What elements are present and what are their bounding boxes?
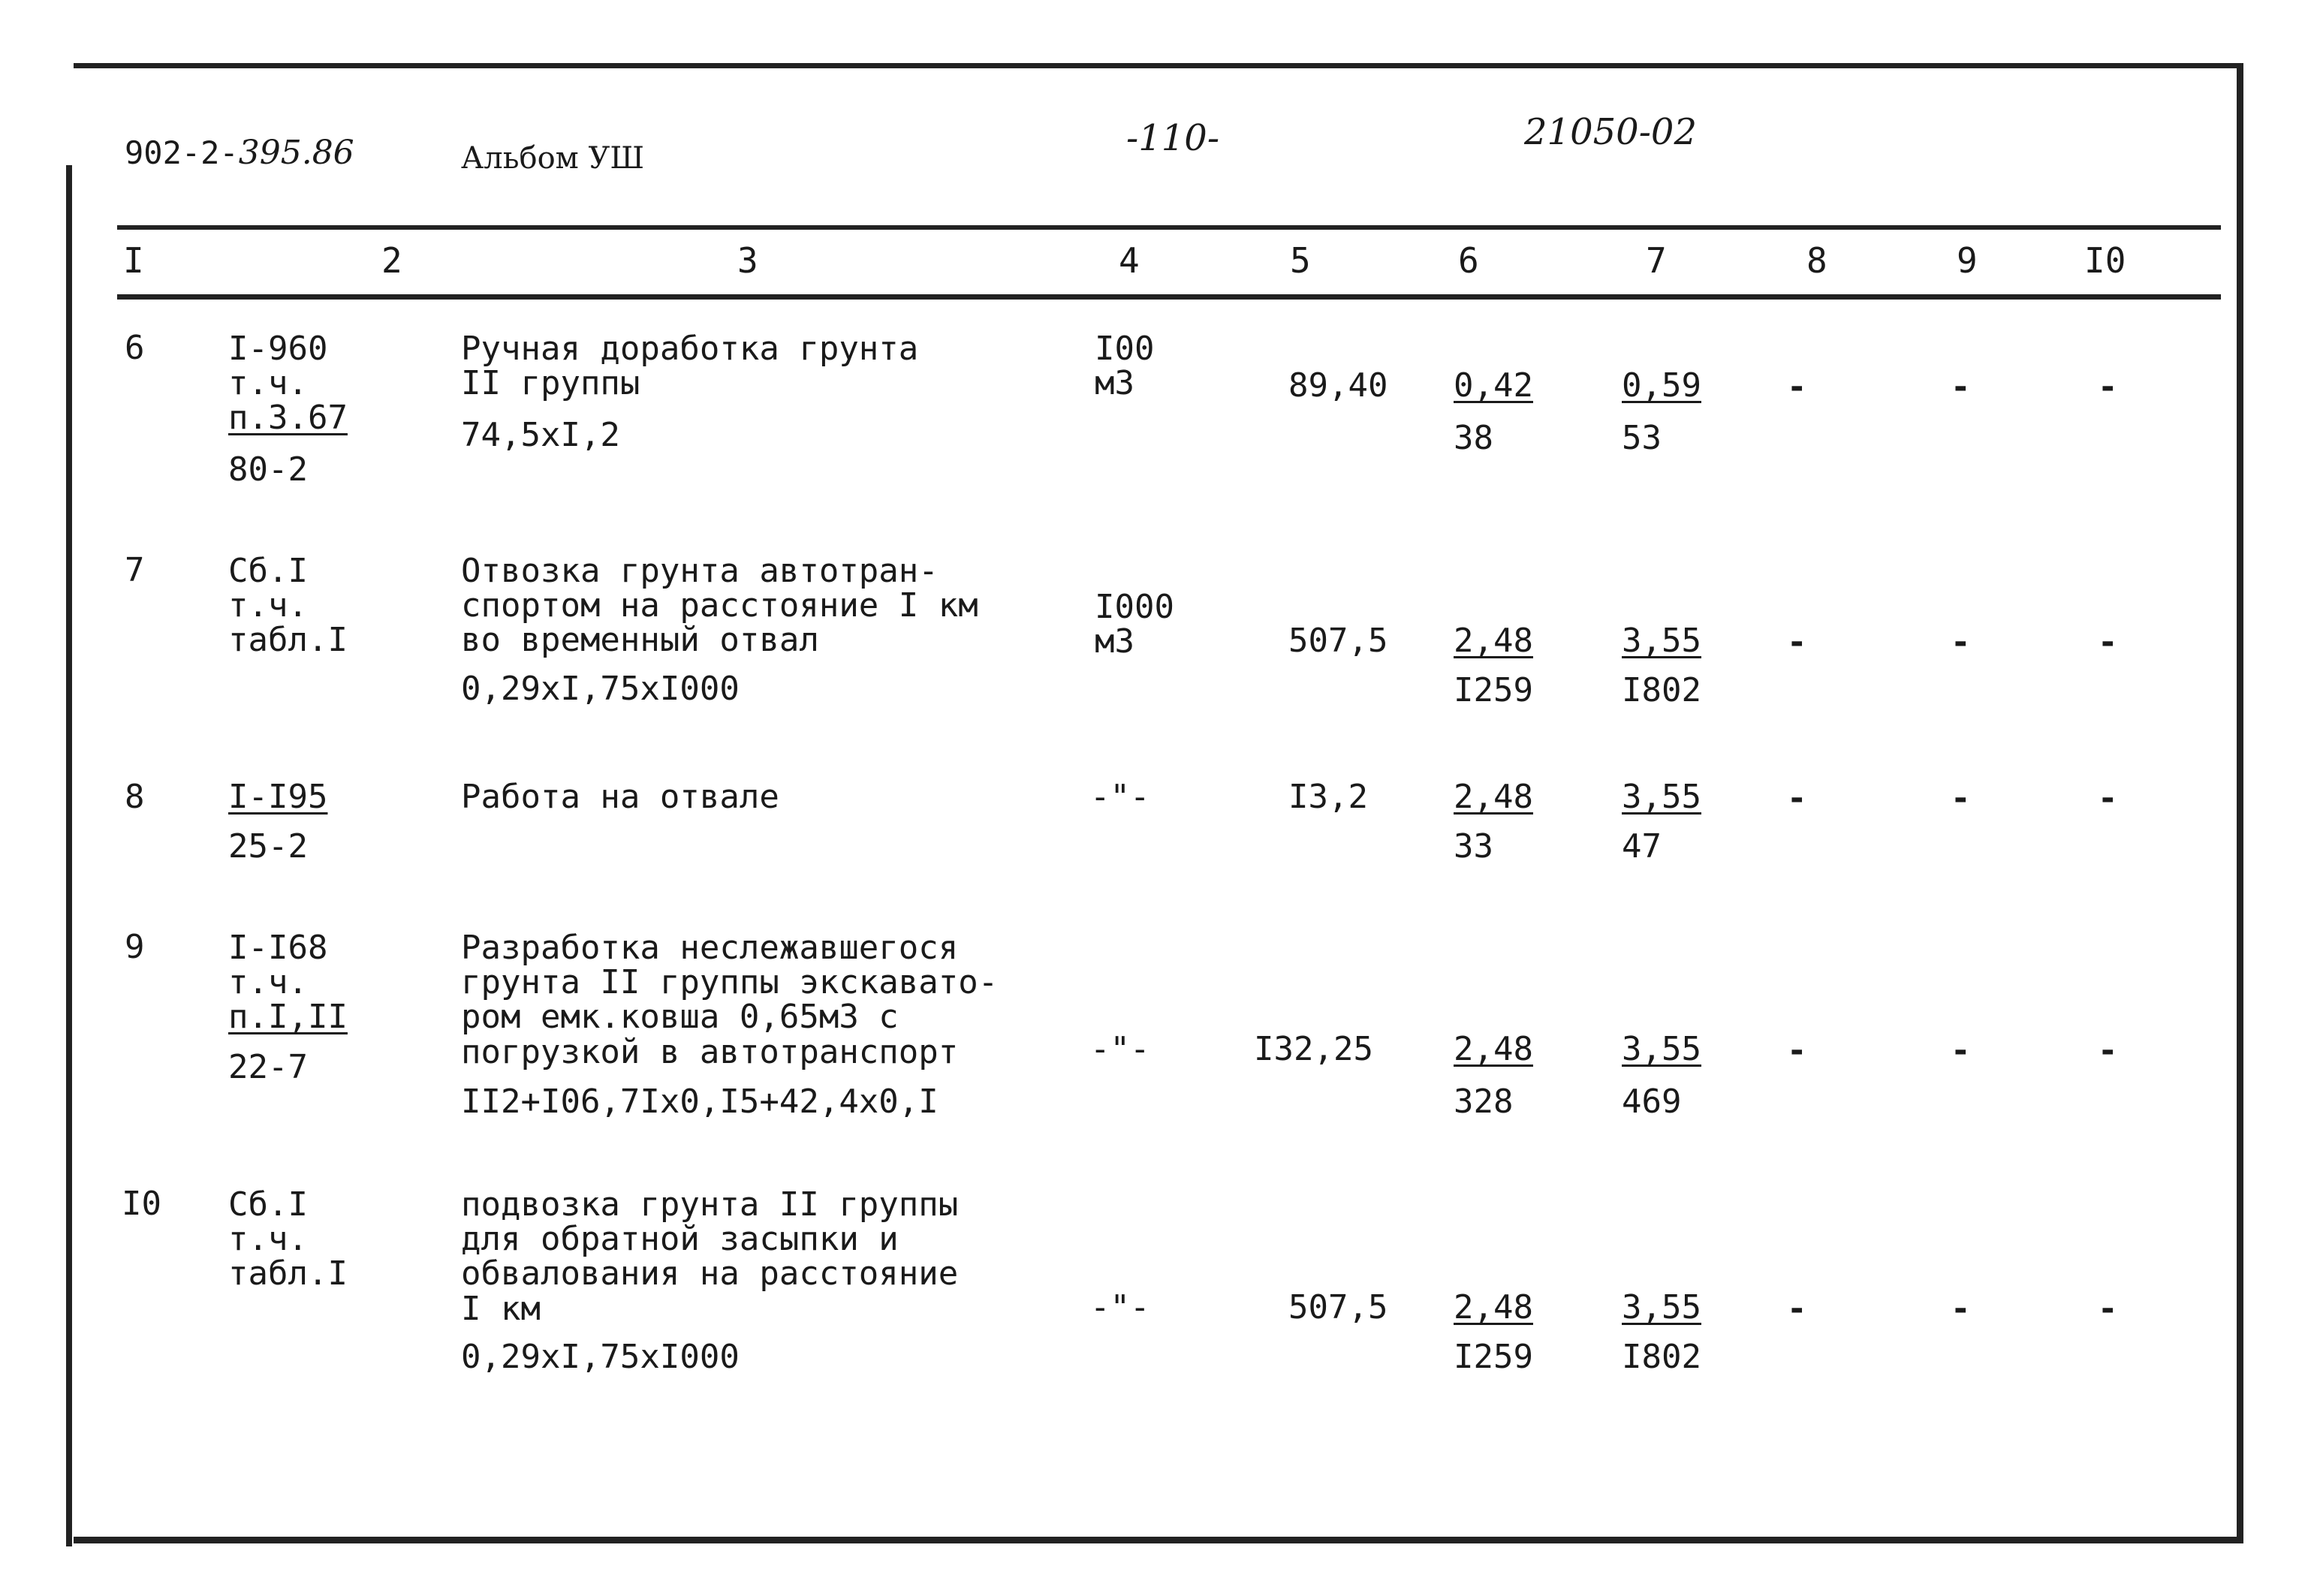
col-head-5: 5 <box>1290 240 1311 281</box>
col10-dash: - <box>2098 779 2118 818</box>
col8-dash: - <box>1787 623 1807 661</box>
col-head-6: 6 <box>1458 240 1479 281</box>
row-number: 8 <box>125 778 145 816</box>
album-label: Альбом УШ <box>461 141 645 176</box>
col7-top: 0,59 <box>1622 366 1701 405</box>
row-number: 6 <box>125 329 145 367</box>
unit: I000 м3 <box>1095 588 1174 661</box>
work-description: Разработка неслежавшегося грунта II группы экскавато- ром емк.ковша 0,65м3 с погрузкой в автотранспорт <box>461 929 999 1071</box>
reference: Сб.I т.ч. табл.I <box>228 1185 348 1293</box>
col6-bottom: I259 <box>1454 1338 1533 1376</box>
document-code: 21050-02 <box>1524 111 1697 153</box>
calc-formula: 74,5xI,2 <box>461 416 620 454</box>
header-rule-bottom <box>117 294 2221 300</box>
col7-bottom: 53 <box>1622 419 1662 457</box>
calc-formula: 0,29xI,75xI000 <box>461 1338 740 1376</box>
reference: Сб.I т.ч. табл.I <box>228 552 348 660</box>
quantity: I32,25 <box>1254 1030 1373 1068</box>
reference-code: 22-7 <box>228 1048 308 1086</box>
col-head-9: 9 <box>1957 240 1978 281</box>
col10-dash: - <box>2098 1290 2118 1328</box>
col7-top: 3,55 <box>1622 778 1701 816</box>
calc-formula: 0,29xI,75xI000 <box>461 670 740 708</box>
col-head-10: I0 <box>2084 240 2126 281</box>
unit: I00 м3 <box>1095 330 1155 403</box>
work-description: подвозка грунта II группы для обратной засыпки и обвалования на расстояние I км <box>461 1185 959 1328</box>
work-description: Работа на отвале <box>461 778 779 816</box>
reference-code: 80-2 <box>228 450 308 489</box>
col7-bottom: I802 <box>1622 671 1701 709</box>
col-head-4: 4 <box>1119 240 1140 281</box>
page-number: -110- <box>1126 117 1220 159</box>
col6-top: 0,42 <box>1454 366 1533 405</box>
reference: I-I95 <box>228 778 328 816</box>
col-head-1: I <box>123 240 144 281</box>
col-head-7: 7 <box>1646 240 1667 281</box>
col6-top: 2,48 <box>1454 622 1533 660</box>
col9-dash: - <box>1951 779 1971 818</box>
col6-bottom: 328 <box>1454 1083 1514 1121</box>
col7-top: 3,55 <box>1622 1288 1701 1326</box>
page-frame <box>74 63 2243 1543</box>
frame-left-edge <box>66 165 72 1546</box>
col8-dash: - <box>1787 1290 1807 1328</box>
quantity: 507,5 <box>1288 622 1388 660</box>
work-description: Отвозка грунта автотран- спортом на расстояние I км во временный отвал <box>461 552 978 660</box>
unit: -"- <box>1090 1288 1150 1326</box>
col7-top: 3,55 <box>1622 622 1701 660</box>
quantity: 89,40 <box>1288 366 1388 405</box>
work-description: Ручная доработка грунта II группы <box>461 330 919 403</box>
row-number: 7 <box>125 551 145 589</box>
row-number: I0 <box>122 1185 161 1223</box>
col6-bottom: 33 <box>1454 827 1493 866</box>
col9-dash: - <box>1951 623 1971 661</box>
reference: I-I68 т.ч. п.I,II <box>228 929 348 1037</box>
col6-bottom: I259 <box>1454 671 1533 709</box>
quantity: 507,5 <box>1288 1288 1388 1326</box>
reference: I-960 т.ч. п.3.67 <box>228 330 348 438</box>
col9-dash: - <box>1951 1290 1971 1328</box>
col10-dash: - <box>2098 368 2118 406</box>
col9-dash: - <box>1951 368 1971 406</box>
col8-dash: - <box>1787 1031 1807 1070</box>
col-head-2: 2 <box>381 240 402 281</box>
col7-bottom: 469 <box>1622 1083 1682 1121</box>
quantity: I3,2 <box>1288 778 1368 816</box>
col8-dash: - <box>1787 368 1807 406</box>
calc-formula: II2+I06,7Ix0,I5+42,4x0,I <box>461 1083 939 1121</box>
col8-dash: - <box>1787 779 1807 818</box>
col-head-8: 8 <box>1806 240 1827 281</box>
header-rule-top <box>117 225 2221 230</box>
unit: -"- <box>1090 778 1150 816</box>
reference-code: 25-2 <box>228 827 308 866</box>
col9-dash: - <box>1951 1031 1971 1070</box>
col-head-3: 3 <box>737 240 758 281</box>
col6-bottom: 38 <box>1454 419 1493 457</box>
col10-dash: - <box>2098 1031 2118 1070</box>
series-number: 902-2-395.86 <box>125 134 354 172</box>
row-number: 9 <box>125 928 145 966</box>
unit: -"- <box>1090 1030 1150 1068</box>
col7-top: 3,55 <box>1622 1030 1701 1068</box>
col7-bottom: I802 <box>1622 1338 1701 1376</box>
col6-top: 2,48 <box>1454 1288 1533 1326</box>
col6-top: 2,48 <box>1454 1030 1533 1068</box>
col7-bottom: 47 <box>1622 827 1662 866</box>
col10-dash: - <box>2098 623 2118 661</box>
col6-top: 2,48 <box>1454 778 1533 816</box>
